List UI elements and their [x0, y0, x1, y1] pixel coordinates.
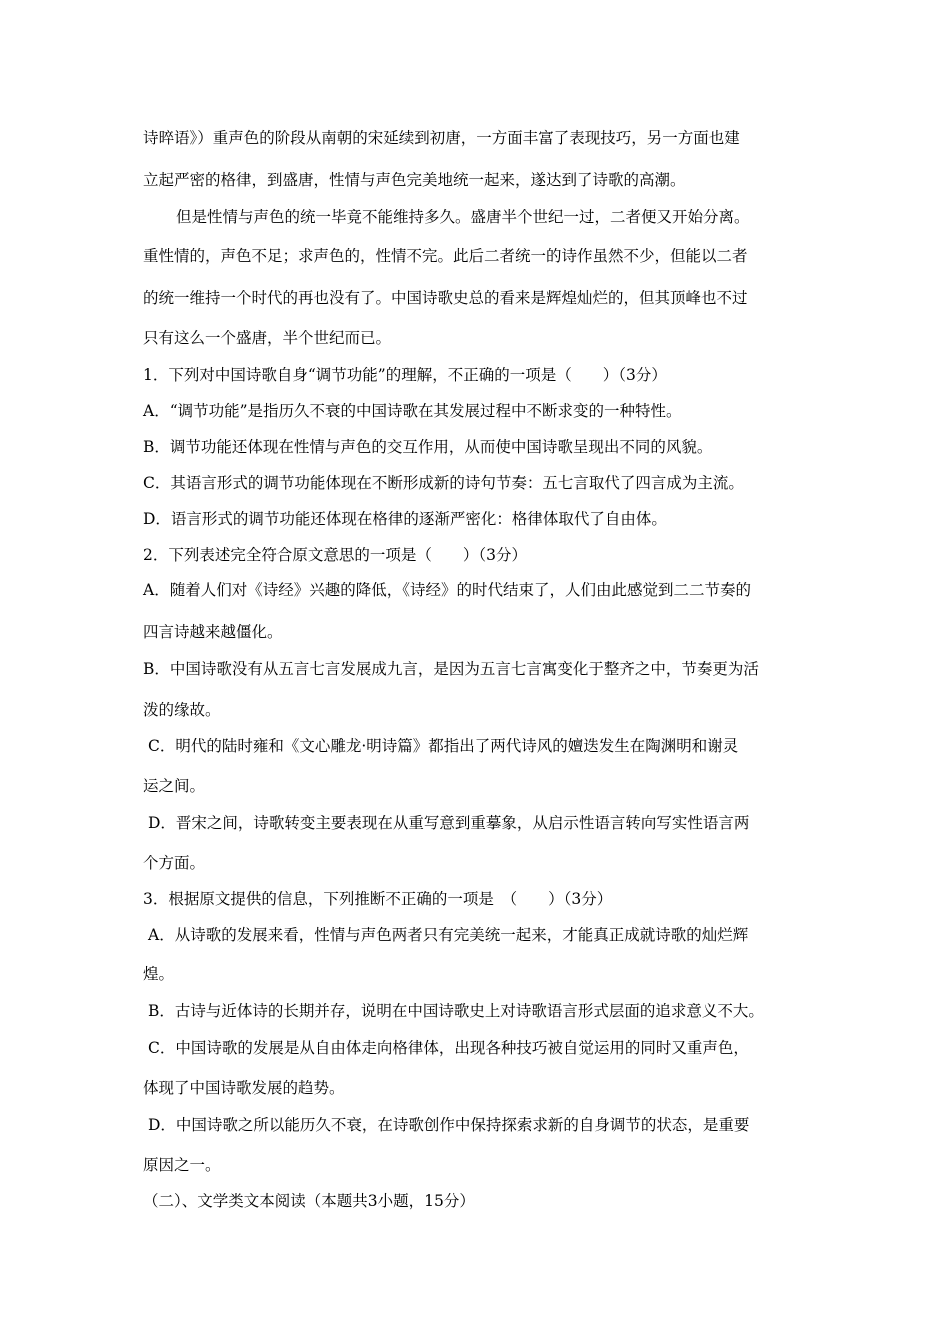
question-3-stem: 3．根据原文提供的信息，下列推断不正确的一项是 （ ）（3分） [143, 890, 613, 908]
question-1-option-c: C．其语言形式的调节功能体现在不断形成新的诗句节奏：五七言取代了四言成为主流。 [143, 474, 744, 492]
question-1-option-a: A．“调节功能”是指历久不衰的中国诗歌在其发展过程中不断求变的一种特性。 [143, 402, 682, 420]
question-2-option-a: A．随着人们对《诗经》兴趣的降低，《诗经》的时代结束了，人们由此感觉到二二节奏的 [143, 581, 751, 599]
question-1-option-d: D．语言形式的调节功能还体现在格律的逐渐严密化：格律体取代了自由体。 [143, 510, 667, 528]
question-3-option-d: D．中国诗歌之所以能历久不衰，在诗歌创作中保持探索求新的自身调节的状态，是重要 [148, 1116, 750, 1134]
question-3-option-a-cont: 煌。 [143, 965, 175, 983]
question-2-option-d-cont: 个方面。 [143, 854, 206, 872]
question-1-stem: 1．下列对中国诗歌自身“调节功能”的理解，不正确的一项是（ ）（3分） [143, 366, 667, 384]
question-3-option-c-cont: 体现了中国诗歌发展的趋势。 [143, 1079, 345, 1097]
question-2-option-b-cont: 泼的缘故。 [143, 701, 221, 719]
section-heading: （二）、文学类文本阅读（本题共3小题，15分） [143, 1192, 475, 1210]
paragraph-line: 但是性情与声色的统一毕竟不能维持多久。盛唐半个世纪一过，二者便又开始分离。 [176, 208, 750, 226]
question-3-option-c: C．中国诗歌的发展是从自由体走向格律体，出现各种技巧被自觉运用的同时又重声色， [148, 1039, 749, 1057]
question-3-option-b: B．古诗与近体诗的长期并存，说明在中国诗歌史上对诗歌语言形式层面的追求意义不大。 [148, 1002, 764, 1020]
question-3-option-d-cont: 原因之一。 [143, 1156, 221, 1174]
question-2-option-b: B．中国诗歌没有从五言七言发展成九言，是因为五言七言寓变化于整齐之中，节奏更为活 [143, 660, 759, 678]
question-2-option-c: C．明代的陆时雍和《文心雕龙·明诗篇》都指出了两代诗风的嬗迭发生在陶渊明和谢灵 [148, 737, 739, 755]
question-2-option-d: D．晋宋之间，诗歌转变主要表现在从重写意到重摹象，从启示性语言转向写实性语言两 [148, 814, 750, 832]
question-2-option-c-cont: 运之间。 [143, 777, 206, 795]
question-2-option-a-cont: 四言诗越来越僵化。 [143, 623, 283, 641]
question-3-option-a: A．从诗歌的发展来看，性情与声色两者只有完美统一起来，才能真正成就诗歌的灿烂辉 [148, 926, 749, 944]
paragraph-line: 诗晬语》）重声色的阶段从南朝的宋延续到初唐，一方面丰富了表现技巧，另一方面也建 [143, 129, 740, 147]
paragraph-line: 立起严密的格律，到盛唐，性情与声色完美地统一起来，遂达到了诗歌的高潮。 [143, 171, 686, 189]
paragraph-line: 重性情的，声色不足；求声色的，性情不完。此后二者统一的诗作虽然不少，但能以二者 [143, 247, 748, 265]
question-2-stem: 2．下列表述完全符合原文意思的一项是（ ）（3分） [143, 546, 527, 564]
question-1-option-b: B．调节功能还体现在性情与声色的交互作用，从而使中国诗歌呈现出不同的风貌。 [143, 438, 713, 456]
paragraph-line: 的统一维持一个时代的再也没有了。中国诗歌史总的看来是辉煌灿烂的，但其顶峰也不过 [143, 289, 748, 307]
paragraph-line: 只有这么一个盛唐，半个世纪而已。 [143, 329, 392, 347]
